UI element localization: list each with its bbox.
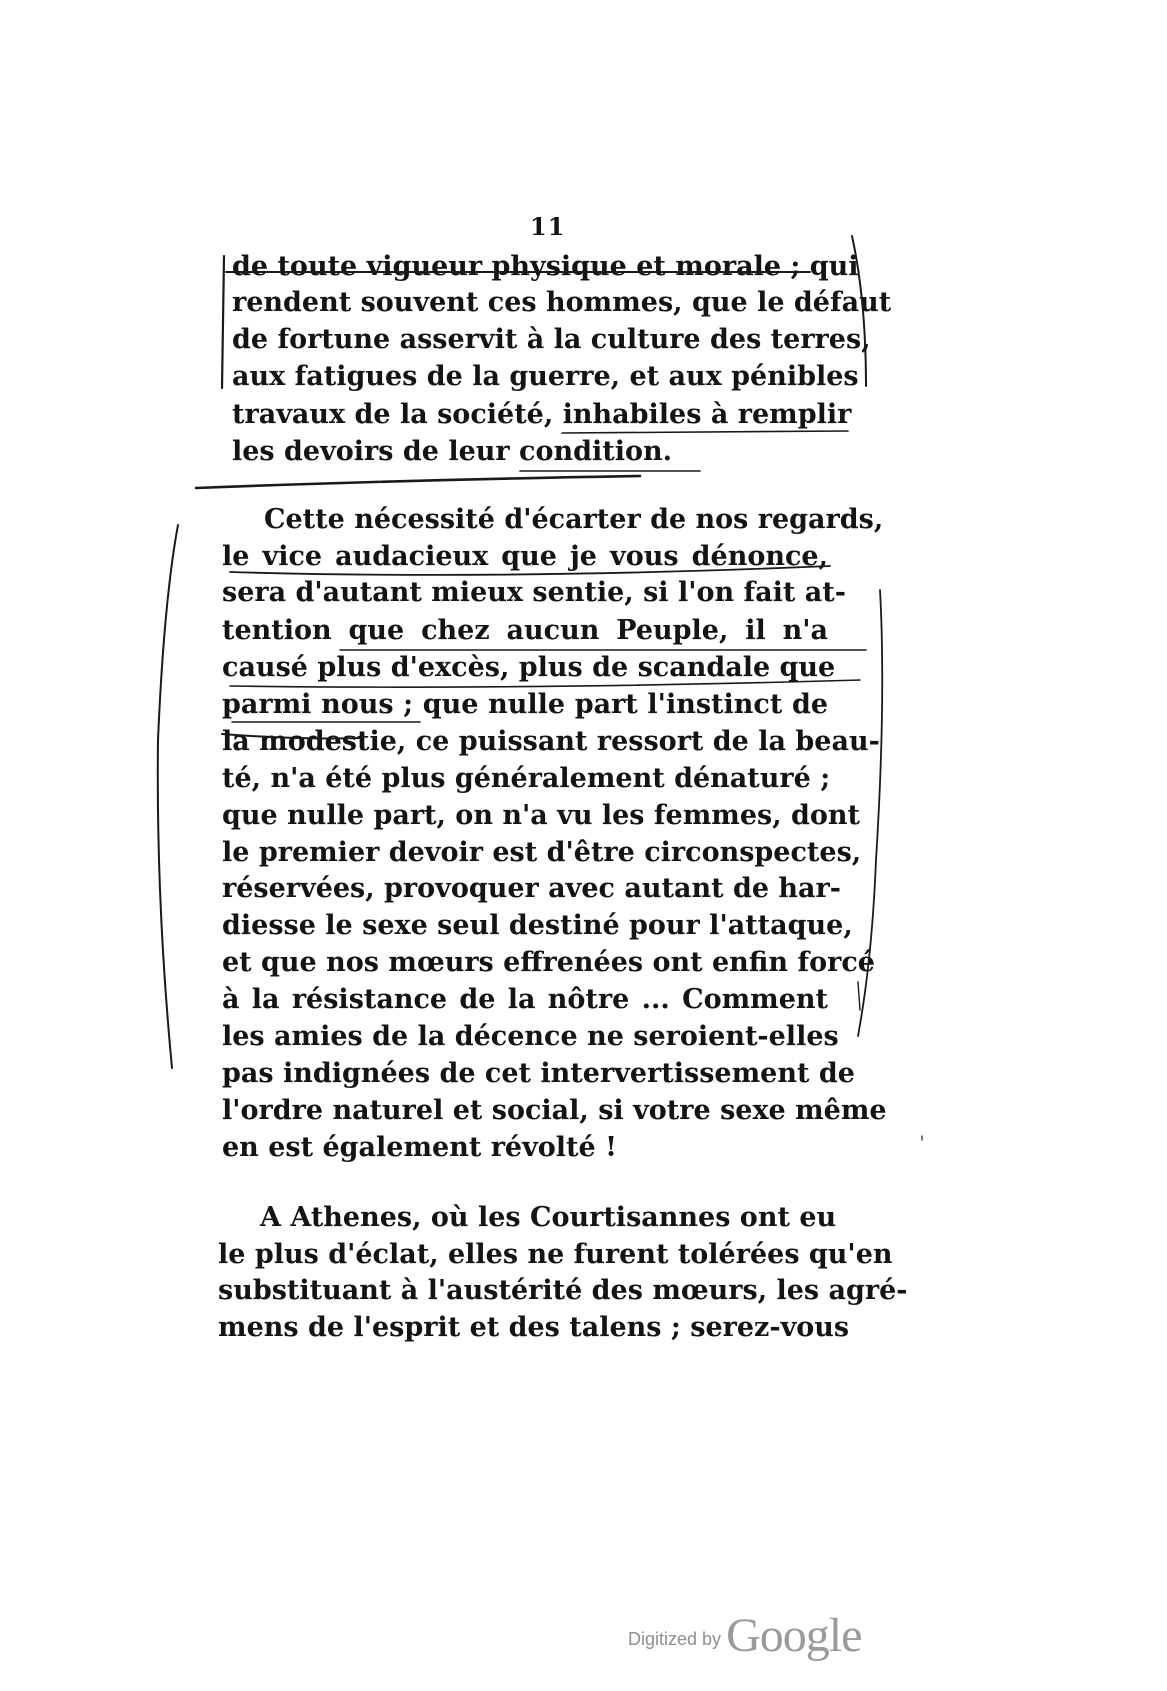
text-line: et que nos mœurs effrenées ont enfin forcé — [222, 947, 875, 978]
text-line: tention que chez aucun Peuple, il n'a — [222, 615, 828, 646]
text-line: de fortune asservit à la culture des terres, — [232, 324, 871, 355]
text-line: que nulle part, on n'a vu les femmes, dont — [222, 800, 860, 831]
text-line: mens de l'esprit et des talens ; serez-vous — [218, 1312, 850, 1343]
text-line: rendent souvent ces hommes, que le défaut — [232, 287, 892, 318]
text-line: diesse le sexe seul destiné pour l'attaque, — [222, 910, 853, 941]
text-line: réservées, provoquer avec autant de har- — [222, 873, 841, 904]
tick-mark — [858, 982, 860, 1010]
google-logo: Google — [726, 1609, 862, 1662]
text-line: té, n'a été plus généralement dénaturé ; — [222, 763, 831, 794]
separator-rule-mark — [196, 476, 640, 488]
text-line: en est également révolté ! — [222, 1132, 617, 1163]
text-line: Cette nécessité d'écarter de nos regards, — [264, 504, 884, 535]
left-long-bracket-mark — [158, 525, 178, 1068]
digitized-by-text: Digitized by — [628, 1629, 722, 1649]
text-line: les amies de la décence ne seroient-elles — [222, 1021, 839, 1052]
text-line: pas indignées de cet intervertissement de — [222, 1058, 855, 1089]
text-line: l'ordre naturel et social, si votre sexe même — [222, 1095, 887, 1126]
text-line: de toute vigueur physique et morale ; qui — [232, 251, 859, 282]
text-line: les devoirs de leur condition. — [232, 436, 673, 467]
text-line: travaux de la société, inhabiles à remplir — [232, 399, 852, 430]
text-line: sera d'autant mieux sentie, si l'on fait at- — [222, 577, 846, 608]
left-bracket-mark — [222, 256, 224, 388]
text-line: substituant à l'austérité des mœurs, les agré- — [218, 1275, 908, 1306]
digitized-by-watermark — [628, 1608, 861, 1663]
text-line: A Athenes, où les Courtisannes ont eu — [260, 1202, 837, 1233]
text-line: le plus d'éclat, elles ne furent tolérées qu'en — [218, 1239, 893, 1270]
text-line: le premier devoir est d'être circonspectes, — [222, 837, 862, 868]
text-line: parmi nous ; que nulle part l'instinct de — [222, 689, 828, 720]
text-line: le vice audacieux que je vous dénonce, — [222, 541, 828, 572]
text-line: causé plus d'excès, plus de scandale que — [222, 652, 836, 683]
text-line: aux fatigues de la guerre, et aux pénibles — [232, 361, 859, 392]
page-number: 11 — [530, 212, 566, 241]
text-line: à la résistance de la nôtre ... Comment — [222, 984, 828, 1015]
text-line: la modestie, ce puissant ressort de la beau- — [222, 726, 880, 757]
